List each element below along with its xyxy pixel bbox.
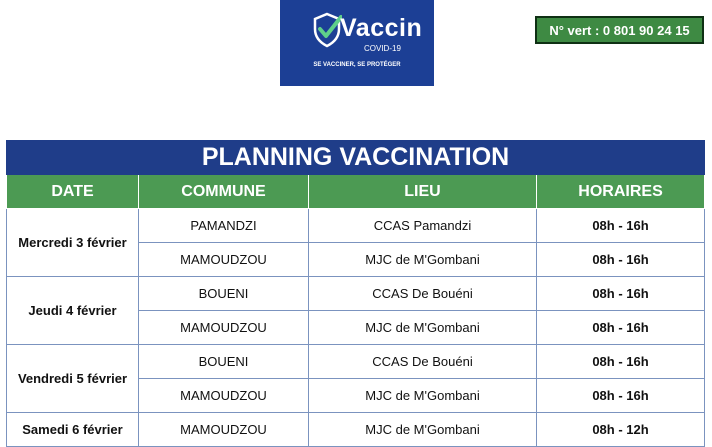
lieu-cell: CCAS De Bouéni [309, 345, 537, 379]
lieu-cell: CCAS De Bouéni [309, 277, 537, 311]
horaires-cell: 08h - 12h [537, 413, 705, 447]
date-cell: Vendredi 5 février [7, 345, 139, 413]
table-row [7, 277, 705, 311]
header-commune: COMMUNE [139, 175, 309, 209]
logo-subtitle: COVID-19 [364, 44, 401, 53]
commune-cell: MAMOUDZOU [139, 311, 309, 345]
table-row [7, 209, 705, 243]
lieu-cell: MJC de M'Gombani [309, 311, 537, 345]
commune-cell: PAMANDZI [139, 209, 309, 243]
horaires-cell: 08h - 16h [537, 345, 705, 379]
horaires-cell: 08h - 16h [537, 379, 705, 413]
date-cell: Mercredi 3 février [7, 209, 139, 277]
horaires-cell: 08h - 16h [537, 209, 705, 243]
commune-cell: BOUENI [139, 345, 309, 379]
lieu-cell: MJC de M'Gombani [309, 379, 537, 413]
lieu-cell: CCAS Pamandzi [309, 209, 537, 243]
header-date: DATE [7, 175, 139, 209]
shield-check-icon [312, 12, 342, 48]
commune-cell: MAMOUDZOU [139, 379, 309, 413]
commune-cell: MAMOUDZOU [139, 413, 309, 447]
vaccination-planning-table [6, 140, 705, 447]
commune-cell: BOUENI [139, 277, 309, 311]
logo-brand: Vaccin [340, 14, 423, 42]
lieu-cell: MJC de M'Gombani [309, 413, 537, 447]
horaires-cell: 08h - 16h [537, 311, 705, 345]
vaccin-logo [280, 0, 434, 86]
header-horaires: HORAIRES [537, 175, 705, 209]
table-row [7, 413, 705, 447]
lieu-cell: MJC de M'Gombani [309, 243, 537, 277]
header-lieu: LIEU [309, 175, 537, 209]
date-cell: Samedi 6 février [7, 413, 139, 447]
date-cell: Jeudi 4 février [7, 277, 139, 345]
hotline-badge: N° vert : 0 801 90 24 15 [535, 16, 704, 44]
table-row [7, 345, 705, 379]
horaires-cell: 08h - 16h [537, 277, 705, 311]
commune-cell: MAMOUDZOU [139, 243, 309, 277]
horaires-cell: 08h - 16h [537, 243, 705, 277]
logo-tagline: SE VACCINER, SE PROTÉGER [313, 62, 401, 68]
table-title: PLANNING VACCINATION [7, 141, 705, 175]
